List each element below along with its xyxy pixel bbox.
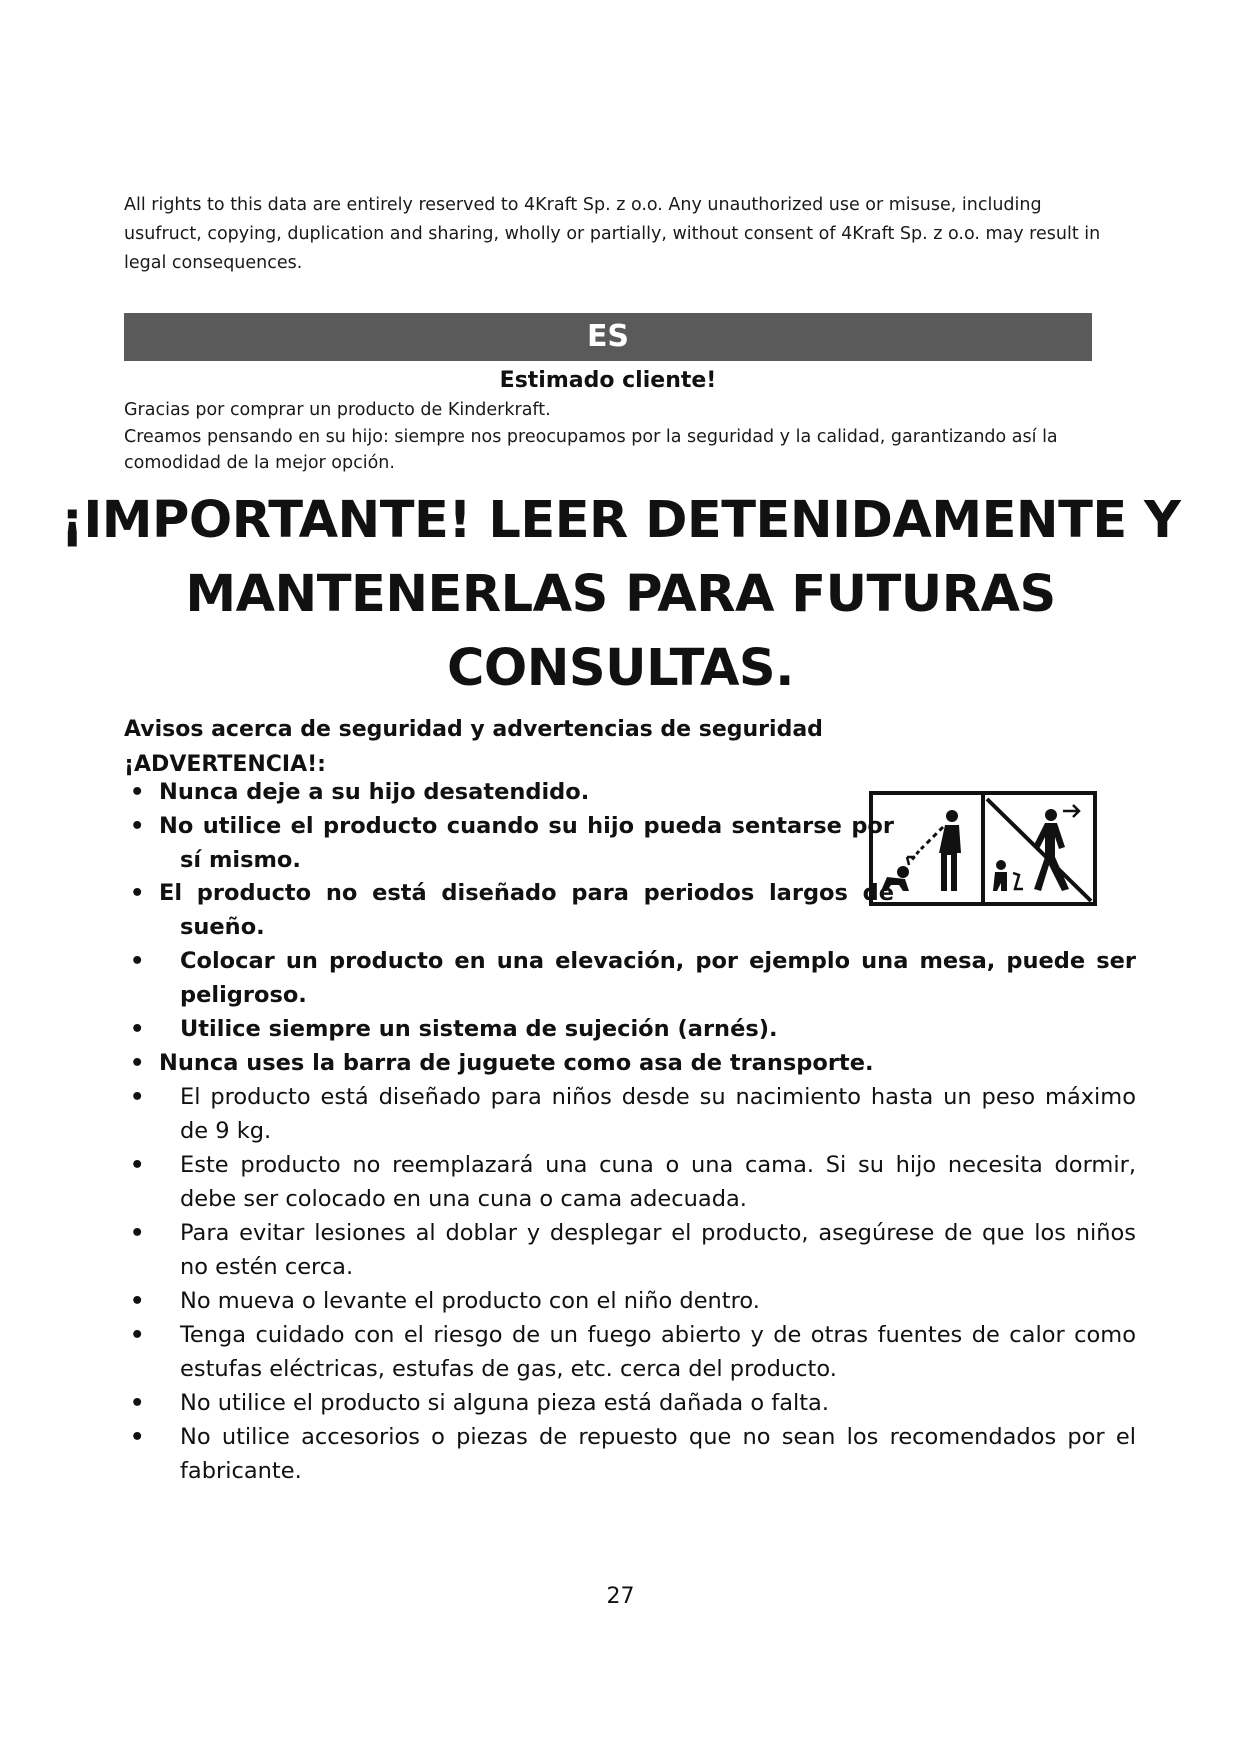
warning-item xyxy=(124,776,894,810)
intro-line-1: Gracias por comprar un producto de Kinderkraft. xyxy=(124,400,551,420)
do-not-leave-child-unattended-icon xyxy=(869,791,1097,906)
warning-text: El producto no está diseñado para periodos largos de sueño. xyxy=(159,880,894,940)
warning-text: Tenga cuidado con el riesgo de un fuego abierto y de otras fuentes de calor como estufas eléctricas, estufas de gas, etc. cerca del producto. xyxy=(180,1322,1136,1382)
warning-item xyxy=(124,1217,1136,1284)
bullet-icon: • xyxy=(130,1322,145,1348)
warning-item xyxy=(124,1013,1136,1047)
warning-item xyxy=(124,1421,1136,1488)
intro-line-2: Creamos pensando en su hijo: siempre nos preocupamos por la seguridad y la calidad, garantizando así la comodidad de la mejor opción. xyxy=(124,426,1058,473)
warning-item xyxy=(124,945,1136,1012)
warning-text: Nunca deje a su hijo desatendido. xyxy=(159,779,590,805)
bullet-icon: • xyxy=(130,880,145,906)
rights-notice: All rights to this data are entirely reserved to 4Kraft Sp. z o.o. Any unauthorized use or misuse, including usufruct, copying, duplication and sharing, wholly or partially, without consent of 4Kraft Sp. z o.o. may result in legal consequences. xyxy=(124,195,1101,273)
bullet-icon: • xyxy=(130,813,145,839)
page-number: 27 xyxy=(606,1584,635,1609)
warning-text: El producto está diseñado para niños desde su nacimiento hasta un peso máximo de 9 kg. xyxy=(180,1084,1136,1144)
warning-text: Para evitar lesiones al doblar y desplegar el producto, asegúrese de que los niños no estén cerca. xyxy=(180,1220,1136,1280)
bullet-icon: • xyxy=(130,1220,145,1246)
bullet-icon: • xyxy=(130,1288,145,1314)
bullet-icon: • xyxy=(130,779,145,805)
warning-item xyxy=(124,1047,1136,1081)
language-section-bar: ES xyxy=(124,313,1092,361)
warning-text: Este producto no reemplazará una cuna o una cama. Si su hijo necesita dormir, debe ser colocado en una cuna o cama adecuada. xyxy=(180,1152,1136,1212)
bullet-icon: • xyxy=(130,1050,145,1076)
warning-text: No utilice el producto si alguna pieza está dañada o falta. xyxy=(180,1390,829,1416)
warning-text: Nunca uses la barra de juguete como asa de transporte. xyxy=(159,1050,874,1076)
bullet-icon: • xyxy=(130,1424,145,1450)
warning-text: No utilice accesorios o piezas de repuesto que no sean los recomendados por el fabricante. xyxy=(180,1424,1136,1484)
intro-text xyxy=(124,397,1114,477)
warning-text: No mueva o levante el producto con el niño dentro. xyxy=(180,1288,760,1314)
warning-item xyxy=(124,1081,1136,1148)
warning-item xyxy=(124,877,894,944)
bullet-icon: • xyxy=(130,1152,145,1178)
bullet-icon: • xyxy=(130,1084,145,1110)
warning-label: ¡ADVERTENCIA!: xyxy=(124,752,326,777)
safety-heading: Avisos acerca de seguridad y advertencias de seguridad xyxy=(124,717,823,742)
warning-text: No utilice el producto cuando su hijo pueda sentarse por sí mismo. xyxy=(159,813,894,873)
warning-item xyxy=(124,1387,1136,1421)
warning-item xyxy=(124,1149,1136,1216)
bullet-icon: • xyxy=(130,948,145,974)
warning-item xyxy=(124,1285,1136,1319)
greeting: Estimado cliente! xyxy=(499,368,717,393)
warning-item xyxy=(124,1319,1136,1386)
warning-text: Utilice siempre un sistema de sujeción (arnés). xyxy=(180,1016,778,1042)
bullet-icon: • xyxy=(130,1390,145,1416)
warning-text: Colocar un producto en una elevación, por ejemplo una mesa, puede ser peligroso. xyxy=(180,948,1136,1008)
warning-item xyxy=(124,810,894,877)
important-notice: ¡IMPORTANTE! LEER DETENIDAMENTE Y MANTENERLAS PARA FUTURAS CONSULTAS. xyxy=(60,491,1181,698)
bullet-icon: • xyxy=(130,1016,145,1042)
